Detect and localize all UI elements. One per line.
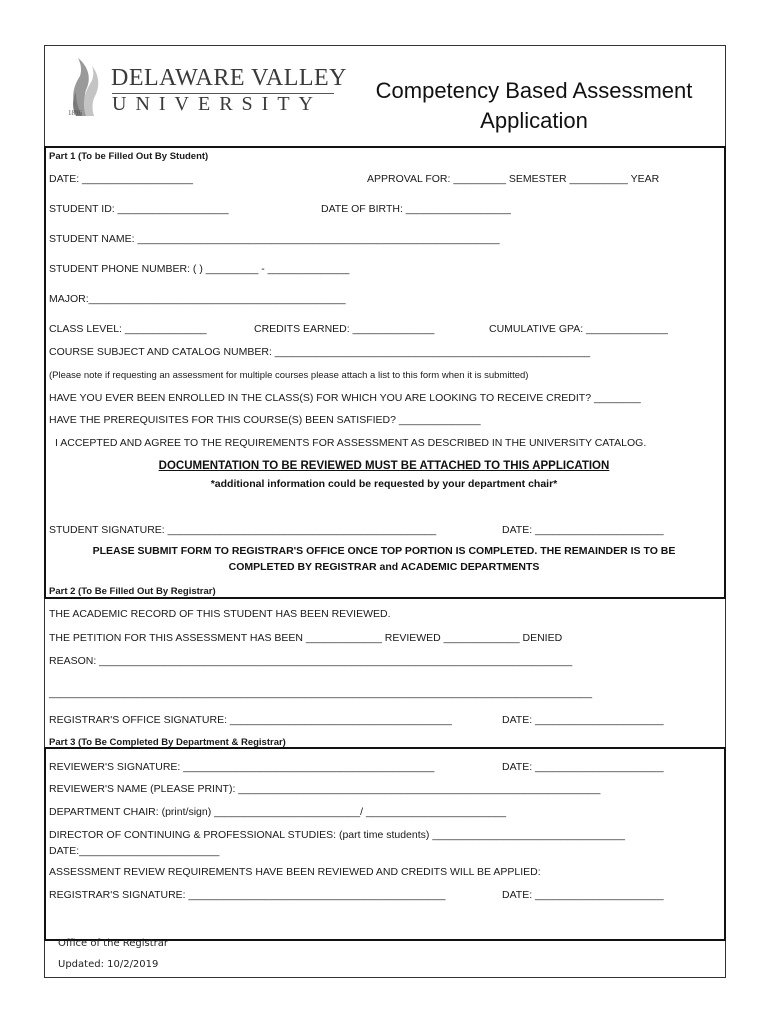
part1-heading: Part 1 (To be Filled Out By Student) — [49, 151, 209, 162]
reviewer-date-field[interactable]: DATE: ______________________ — [502, 761, 664, 773]
submit-instructions-line1: PLEASE SUBMIT FORM TO REGISTRAR'S OFFICE ONCE TOP PORTION IS COMPLETED. THE REMAINDER IS TO BE — [92, 545, 676, 557]
agreement-statement: I ACCEPTED AND AGREE TO THE REQUIREMENTS FOR ASSESSMENT AS DESCRIBED IN THE UNIVERSITY CATALOG. — [55, 437, 647, 449]
prerequisites-question[interactable]: HAVE THE PREREQUISITES FOR THIS COURSE(S) BEEN SATISFIED? ______________ — [49, 414, 481, 426]
logo-name-line2: UNIVERSITY — [112, 93, 322, 115]
updated-date: Updated: 10/2/2019 — [58, 959, 159, 970]
student-name-field[interactable]: STUDENT NAME: ______________________________________________________________ — [49, 233, 500, 245]
registrar-office-signature[interactable]: REGISTRAR'S OFFICE SIGNATURE: ______________________________________ — [49, 714, 452, 726]
reviewer-name-field[interactable]: REVIEWER'S NAME (PLEASE PRINT): ______________________________________________________________ — [49, 783, 601, 795]
multiple-courses-note: (Please note if requesting an assessment for multiple courses please attach a list to this form when it is submitted) — [49, 370, 529, 381]
department-chair-field[interactable]: DEPARTMENT CHAIR: (print/sign) _________________________/ ________________________ — [49, 806, 507, 818]
approval-field[interactable]: APPROVAL FOR: _________ SEMESTER __________ YEAR — [367, 173, 660, 185]
major-field[interactable]: MAJOR:____________________________________________ — [49, 293, 346, 305]
submit-instructions-line2: COMPLETED BY REGISTRAR and ACADEMIC DEPARTMENTS — [228, 561, 540, 573]
dob-field[interactable]: DATE OF BIRTH: __________________ — [321, 203, 511, 215]
part2-heading: Part 2 (To Be Filled Out By Registrar) — [49, 586, 216, 597]
university-logo — [66, 58, 348, 124]
documentation-subnote: *additional information could be requested by your department chair* — [210, 478, 558, 490]
title-line1: Competency Based Assessment — [375, 78, 693, 103]
student-id-field[interactable]: STUDENT ID: ___________________ — [49, 203, 229, 215]
phone-field[interactable]: STUDENT PHONE NUMBER: ( ) _________ - ______________ — [49, 263, 350, 275]
part3-border — [44, 747, 726, 941]
title-line2: Application — [480, 108, 588, 133]
class-level-field[interactable]: CLASS LEVEL: ______________ — [49, 323, 207, 335]
logo-name-line1: DELAWARE VALLEY — [111, 65, 348, 91]
petition-field[interactable]: THE PETITION FOR THIS ASSESSMENT HAS BEEN _____________ REVIEWED _____________ DENIED — [49, 632, 563, 644]
office-of-registrar: Office of the Registrar — [58, 938, 169, 949]
director-field[interactable]: DIRECTOR OF CONTINUING & PROFESSIONAL STUDIES: (part time students) _________________________________ — [49, 829, 626, 841]
reason-field[interactable]: REASON: _________________________________________________________________________________ — [49, 655, 573, 667]
student-signature-field[interactable]: STUDENT SIGNATURE: ______________________________________________ — [49, 524, 437, 536]
registrar-signature-field[interactable]: REGISTRAR'S SIGNATURE: ____________________________________________ — [49, 889, 446, 901]
course-field[interactable]: COURSE SUBJECT AND CATALOG NUMBER: ______________________________________________________ — [49, 346, 591, 358]
registrar-office-date[interactable]: DATE: ______________________ — [502, 714, 664, 726]
documentation-heading: DOCUMENTATION TO BE REVIEWED MUST BE ATTACHED TO THIS APPLICATION — [158, 460, 610, 472]
flame-logo-icon — [66, 58, 106, 116]
registrar-date-field[interactable]: DATE: ______________________ — [502, 889, 664, 901]
record-reviewed-statement: THE ACADEMIC RECORD OF THIS STUDENT HAS BEEN REVIEWED. — [49, 608, 391, 620]
cumulative-gpa-field[interactable]: CUMULATIVE GPA: ______________ — [489, 323, 668, 335]
date-field[interactable]: DATE: ___________________ — [49, 173, 194, 185]
reason-field-line2[interactable]: _____________________________________________________________________________________________ — [49, 687, 593, 699]
enrolled-question[interactable]: HAVE YOU EVER BEEN ENROLLED IN THE CLASS(S) FOR WHICH YOU ARE LOOKING TO RECEIVE CREDIT? ________ — [49, 392, 641, 404]
director-date-field[interactable]: DATE:________________________ — [49, 845, 220, 857]
part3-heading: Part 3 (To Be Completed By Department & Registrar) — [49, 737, 286, 748]
student-signature-date[interactable]: DATE: ______________________ — [502, 524, 664, 536]
logo-year: 1896 — [68, 109, 82, 117]
assessment-applied-statement: ASSESSMENT REVIEW REQUIREMENTS HAVE BEEN REVIEWED AND CREDITS WILL BE APPLIED: — [49, 866, 541, 878]
page-title — [360, 76, 708, 136]
credits-earned-field[interactable]: CREDITS EARNED: ______________ — [254, 323, 435, 335]
reviewer-signature-field[interactable]: REVIEWER'S SIGNATURE: ___________________________________________ — [49, 761, 435, 773]
